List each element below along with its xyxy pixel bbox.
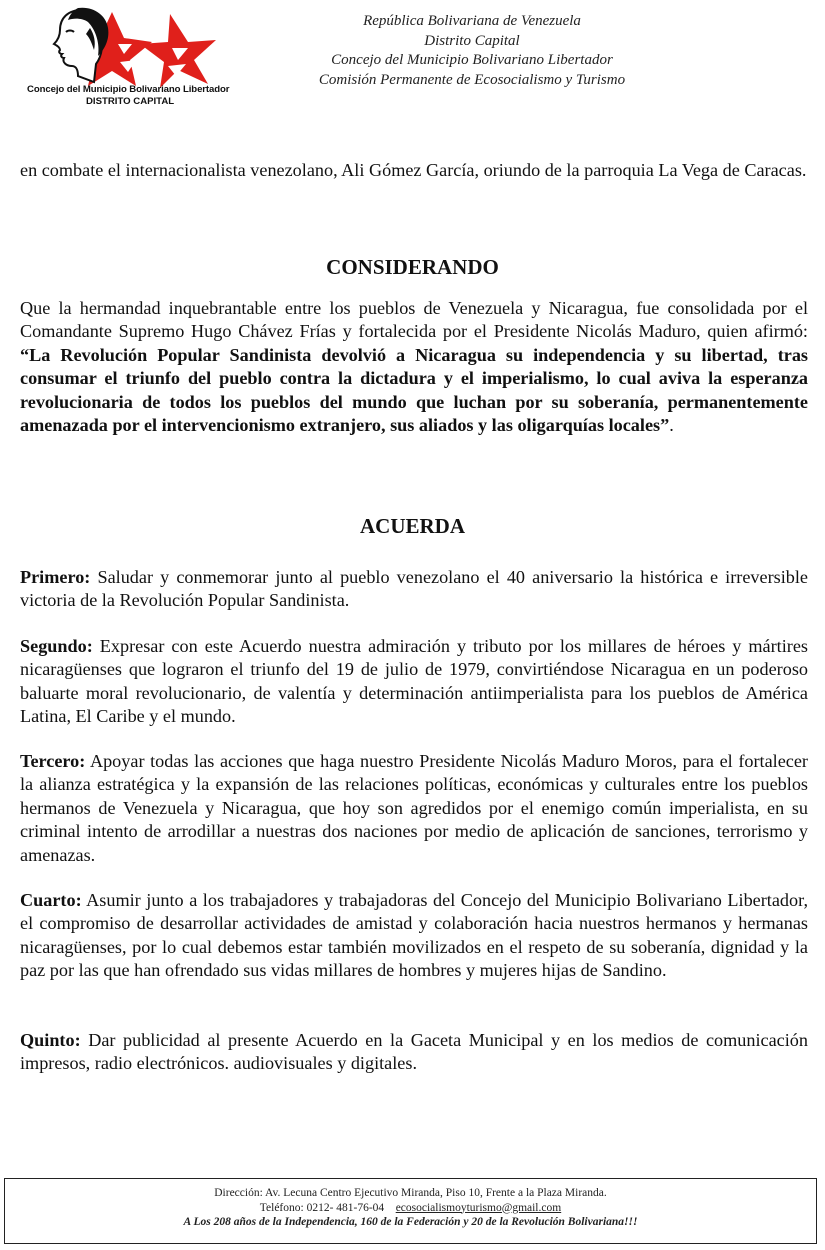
acuerda-item-tercero — [20, 750, 808, 867]
item-text: Asumir junto a los trabajadores y trabajadoras del Concejo del Municipio Bolivariano Libertador, el compromiso de desarrollar actividades de amistad y colaboración hacia nuestros hermanos y hermanas nicaragüenses, por lo cual debemos estar también movilizados en el respeto de su soberanía, dignidad y la paz por las que han ofrendado sus vidas millares de hombres y mujeres hijas de Sandino. — [20, 890, 808, 981]
letterhead — [0, 0, 825, 120]
footer-contact — [5, 1201, 816, 1216]
item-text: Expresar con este Acuerdo nuestra admiración y tributo por los millares de héroes y mártires nicaragüenses que lograron el triunfo del 19 de julio de 1979, convirtiéndose Nicaragua en un poderoso baluarte moral revolucionario, de valentía y determinación antiimperialista para los pueblos de América Latina, El Caribe y el mundo. — [20, 636, 808, 727]
footer-email-link[interactable]: ecosocialismoyturismo@gmail.com — [395, 1201, 562, 1214]
acuerda-heading: ACUERDA — [360, 514, 465, 538]
header-line-council: Concejo del Municipio Bolivariano Libertador — [331, 52, 613, 68]
acuerda-item-quinto — [20, 1029, 808, 1076]
acuerda-item-segundo — [20, 635, 808, 729]
header-line-commission: Comisión Permanente de Ecosocialismo y Turismo — [318, 71, 626, 88]
considerando-end: . — [669, 415, 674, 436]
logo-caption-institution: Concejo del Municipio Bolivariano Libertador — [27, 84, 230, 95]
item-text: Dar publicidad al presente Acuerdo en la Gaceta Municipal y en los medios de comunicación impresos, radio electrónicos. audiovisuales y digitales. — [20, 1030, 808, 1074]
acuerda-item-primero — [20, 566, 808, 613]
logo-caption-district: DISTRITO CAPITAL — [86, 96, 175, 107]
item-label: Segundo: — [20, 636, 93, 656]
item-label: Quinto: — [20, 1030, 81, 1050]
header-line-republic: República Bolivariana de Venezuela — [363, 13, 581, 29]
intro-paragraph: en combate el internacionalista venezolano, Ali Gómez García, oriundo de la parroquia La Vega de Caracas. — [20, 160, 807, 180]
item-text: Saludar y conmemorar junto al pueblo venezolano el 40 aniversario la histórica e irreversible victoria de la Revolución Popular Sandinista. — [20, 567, 808, 611]
footer-phone: Teléfono: 0212- 481-76-04 — [259, 1201, 385, 1214]
header-text-block — [262, 12, 682, 90]
considerando-quote: “La Revolución Popular Sandinista devolvió a Nicaragua su independencia y su libertad, tras consumar el triunfo del pueblo contra la dictadura y el imperialismo, lo cual aviva la esperanza revolucionaria de todos los pueblos del mundo que luchan por su soberanía, permanentemente amenazada por el intervencionismo extranjero, sus aliados y las oligarquías locales” — [20, 344, 808, 436]
considerando-paragraph — [20, 297, 808, 437]
item-text: Apoyar todas las acciones que haga nuestro Presidente Nicolás Maduro Moros, para el fortalecer la alianza estratégica y la expansión de las relaciones políticas, económicas y culturales entre los pueblos hermanos de Venezuela y Nicaragua, que hoy son agredidos por el enemigo común imperialista, en su criminal intento de arrodillar a nuestras dos naciones por medio de aplicación de sanciones, terrorismo y amenazas. — [20, 751, 808, 865]
item-label: Tercero: — [20, 751, 86, 771]
acuerda-item-cuarto — [20, 889, 808, 983]
footer-motto: A Los 208 años de la Independencia, 160 de la Federación y 20 de la Revolución Bolivariana!!! — [183, 1216, 638, 1228]
considerando-text: Que la hermandad inquebrantable entre los pueblos de Venezuela y Nicaragua, fue consolidada por el Comandante Supremo Hugo Chávez Frías y fortalecida por el Presidente Nicolás Maduro, quien afirmó: — [20, 298, 808, 342]
footer-box — [4, 1178, 817, 1244]
footer-address: Dirección: Av. Lecuna Centro Ejecutivo Miranda, Piso 10, Frente a la Plaza Miranda. — [214, 1187, 607, 1199]
header-line-district: Distrito Capital — [424, 32, 520, 49]
item-label: Primero: — [20, 567, 91, 587]
item-label: Cuarto: — [20, 890, 82, 910]
considerando-heading: CONSIDERANDO — [326, 255, 499, 279]
